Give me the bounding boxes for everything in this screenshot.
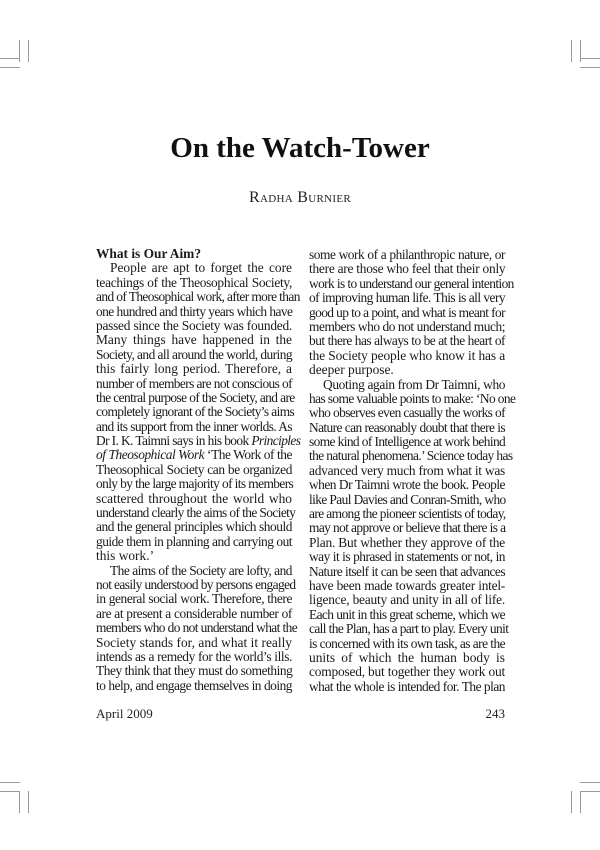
text-line: advanced very much from what it was [309, 462, 505, 478]
text-line: of Theosophical Work ‘The Work of the [96, 447, 292, 463]
text-line: some work of a philanthropic nature, or [309, 247, 505, 262]
text-line: members who do not understand what the [96, 620, 298, 636]
text-line: there are those who feel that their only [309, 261, 506, 277]
article-title: On the Watch-Tower [170, 132, 430, 164]
right-column [309, 247, 516, 694]
text-line: who observes even casually the works of [309, 405, 505, 421]
text-line: guide them in planning and carrying out [96, 533, 292, 549]
text-line: may not approve or believe that there is a [309, 520, 506, 536]
right-column-text [309, 247, 516, 694]
text-line: like Paul Davies and Conran-Smith, who [309, 491, 506, 507]
text-line: Quoting again from Dr Taimni, who [323, 376, 506, 392]
crop-mark [580, 58, 600, 59]
text-line: members who do not understand much; [309, 318, 505, 334]
text-line: ligence, beauty and unity in all of life. [309, 592, 505, 608]
text-line: of improving human life. This is all very [309, 290, 505, 306]
text-line: and the general principles which should [96, 519, 292, 535]
crop-mark [0, 67, 20, 68]
crop-mark [28, 791, 29, 813]
text-line: only by the large majority of its members [96, 476, 294, 492]
text-line: are among the pioneer scientists of today, [309, 506, 506, 522]
text-line: to help, and engage themselves in doing [96, 677, 292, 693]
text-line: and its support from the inner worlds. As [96, 418, 292, 434]
text-line: Theosophical Society can be organized [96, 461, 292, 477]
text-line: the natural phenomena.’ Science today has [309, 448, 513, 464]
text-line: completely ignorant of the Society’s aims [96, 404, 295, 420]
text-line: understand clearly the aims of the Society [96, 505, 296, 521]
book-title: of Theosophical Work [96, 447, 205, 463]
text-line: when Dr Taimni wrote the book. People [309, 477, 505, 493]
text-line: Dr I. K. Taimni says in his book Principles [96, 433, 301, 449]
text-line: have been made towards greater intel- [309, 577, 505, 593]
left-column-text [96, 260, 301, 693]
section-heading: What is Our Aim? [96, 246, 202, 261]
crop-mark [580, 791, 600, 792]
crop-mark [0, 782, 20, 783]
text-line: Nature can reasonably doubt that there is [309, 419, 505, 435]
crop-mark [580, 67, 600, 68]
text-line: Many things have happened in the [96, 332, 292, 348]
crop-mark [580, 791, 581, 813]
text-line: composed, but together they work out [309, 664, 505, 680]
text-line: work is to understand our general intention [309, 275, 514, 291]
crop-mark [0, 791, 20, 792]
text-line: scattered throughout the world who [96, 490, 292, 506]
text-line: units of which the human body is [309, 649, 505, 665]
text-line: but there has always to be at the heart of [309, 333, 505, 349]
text-line: and of Theosophical work, after more than [96, 289, 300, 305]
footer-date: April 2009 [96, 706, 153, 721]
text-line: Plan. But whether they approve of the [309, 534, 506, 550]
crop-mark [0, 58, 20, 59]
page-number: 243 [485, 706, 505, 721]
text-line: passed since the Society was founded. [96, 317, 292, 333]
text-line: People are apt to forget the core [110, 260, 292, 276]
text-line: in general social work. Therefore, there [96, 591, 292, 607]
text-line: teachings of the Theosophical Society, [96, 274, 292, 290]
text-line: good up to a point, and what is meant for [309, 304, 505, 320]
text-line: deeper purpose. [309, 362, 394, 378]
text-line: what the whole is intended for. The plan [309, 678, 505, 694]
crop-mark [580, 782, 600, 783]
article-author: Radha Burnier [249, 189, 351, 206]
text-line: way it is phrased in statements or not, in [309, 549, 505, 565]
left-column [96, 246, 301, 693]
book-title: Principles [251, 433, 301, 449]
text-line: one hundred and thirty years which have [96, 303, 293, 319]
text-line: intends as a remedy for the world’s ills. [96, 648, 292, 664]
text-line: not easily understood by persons engaged [96, 576, 296, 592]
text-line: are at present a considerable number of [96, 605, 292, 621]
text-line: number of members are not conscious of [96, 375, 292, 391]
text-line: the Society people who know it has a [309, 347, 506, 363]
crop-mark [19, 791, 20, 813]
text-line: is concerned with its own task, as are the [309, 635, 505, 651]
crop-mark [571, 791, 572, 813]
text-line: this work.’ [96, 548, 155, 564]
text-line: this fairly long period. Therefore, a [96, 361, 292, 377]
text-line: the central purpose of the Society, and are [96, 389, 295, 405]
text-line: The aims of the Society are lofty, and [110, 562, 292, 578]
text-line: Nature itself it can be seen that advances [309, 563, 505, 579]
crop-mark [28, 40, 29, 62]
text-line: Society, and all around the world, during [96, 346, 292, 362]
text-line: They think that they must do something [96, 663, 293, 679]
crop-mark [571, 40, 572, 62]
text-line: call the Plan, has a part to play. Every unit [309, 621, 509, 637]
text-line: Each unit in this great scheme, which we [309, 606, 505, 622]
text-line: some kind of Intelligence at work behind [309, 434, 506, 450]
text-line: has some valuable points to make: ‘No one [309, 390, 516, 406]
text-line: Society stands for, and what it really [96, 634, 292, 650]
